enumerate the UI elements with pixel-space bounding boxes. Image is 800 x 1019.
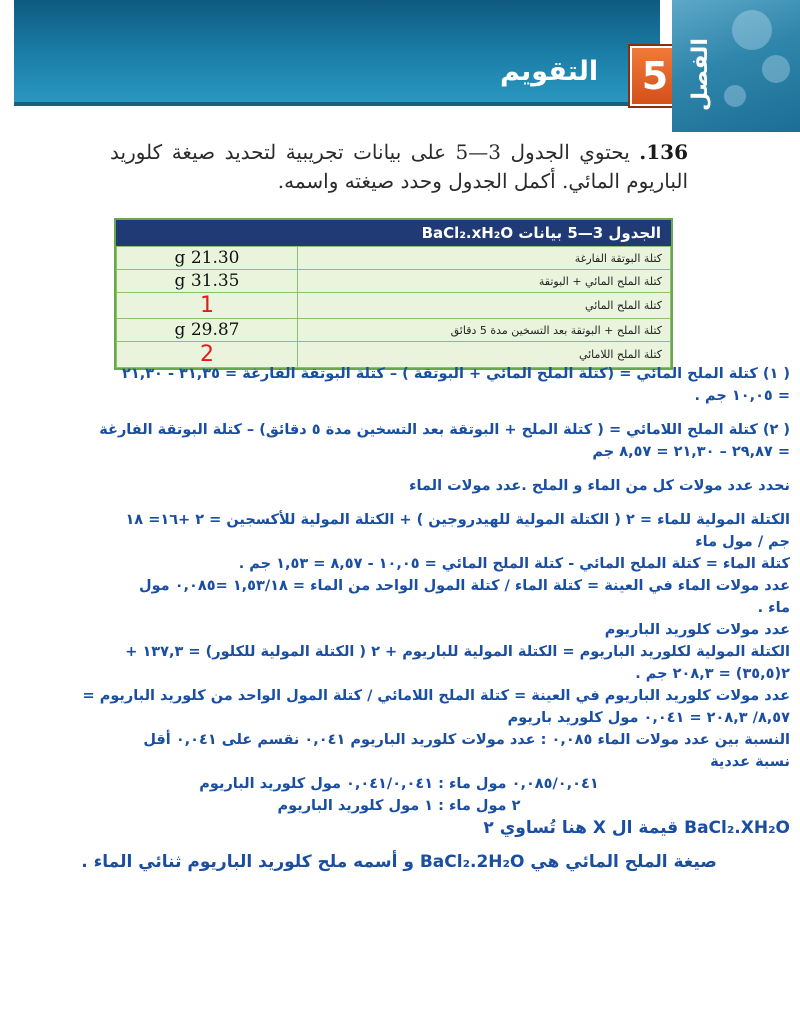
answer-line: الكتلة المولية لكلوريد الباريوم = الكتلة المولية للباريوم + ٢ ( الكتلة المولية للكلور) = ١٣٧,٣ + bbox=[125, 644, 790, 660]
answer-line: ماء . bbox=[757, 600, 790, 616]
header-underline bbox=[14, 102, 660, 106]
answer-line: النسبة بين عدد مولات الماء ٠,٠٨٥ : عدد مولات كلوريد الباريوم ٠,٠٤١ نقسم على ٠,٠٤١ أقل bbox=[143, 732, 790, 748]
handwritten-note: 1 bbox=[117, 293, 298, 319]
question-body: يحتوي الجدول 3—5 على بيانات تجريبية لتحديد صيغة كلوريد الباريوم المائي. أكمل الجدول وحدد صيغته واسمه. bbox=[110, 140, 688, 193]
answer-line: = ١٠,٠٥ جم . bbox=[694, 388, 790, 404]
answer-line: ( ١) كتلة الملح المائي = (كتلة الملح المائي + البوتقة ) – كتلة البوتقة الفارغة = ٣١,٣٥ - ٢١,٣٠ bbox=[122, 366, 790, 382]
answer-line: كتلة الماء = كتلة الملح المائي - كتلة الملح المائي = ١٠,٠٥ - ٨,٥٧ = ١,٥٣ جم . bbox=[238, 556, 790, 572]
section-title: التقويم bbox=[500, 56, 599, 87]
answer-line: عدد مولات الماء في العينة = كتلة الماء / كتلة المول الواحد من الماء = ١,٥٣/١٨ =٠,٠٨٥ مول bbox=[138, 578, 790, 594]
chapter-number-badge: 5 bbox=[630, 46, 680, 106]
table-row-value: 21.30 g bbox=[117, 247, 298, 270]
molecule-decoration bbox=[732, 10, 772, 50]
table-row-label: كتلة الملح المائي + البوتقة bbox=[298, 270, 671, 293]
answer-line: ٢ مول ماء : ١ مول كلوريد الباريوم bbox=[277, 798, 521, 814]
answer-line: ٨,٥٧/ ٢٠٨,٣ = ٠,٠٤١ مول كلوريد باريوم bbox=[507, 710, 790, 726]
table-row bbox=[117, 247, 671, 270]
table-row-label: كتلة الملح اللامائي bbox=[298, 342, 671, 368]
answer-line: الكتلة المولية للماء = ٢ ( الكتلة المولية للهيدروجين ) + الكتلة المولية للأكسجين = ٢ +١٦= ١٨ bbox=[125, 512, 790, 528]
table-row-label: كتلة البوتقة الفارغة bbox=[298, 247, 671, 270]
answer-line: جم / مول ماء bbox=[695, 534, 790, 550]
table-title: الجدول 3—5 بيانات BaCl₂.xH₂O bbox=[116, 220, 671, 246]
table-row-value: 31.35 g bbox=[117, 270, 298, 293]
answer-block bbox=[8, 363, 790, 873]
chapter-side-label: الفصل bbox=[688, 38, 713, 112]
question-text-block bbox=[110, 138, 688, 196]
answer-line: ٢(٣٥,٥) = ٢٠٨,٣ جم . bbox=[635, 666, 790, 682]
table-row-value: 29.87 g bbox=[117, 319, 298, 342]
data-table bbox=[114, 218, 673, 370]
question-number: 136. bbox=[639, 140, 688, 164]
table-row-label: كتلة الملح المائي bbox=[298, 293, 671, 319]
final-answer-line: صيغة الملح المائي هي BaCl₂.2H₂O و أسمه ملح كلوريد الباريوم ثنائي الماء . bbox=[81, 852, 717, 872]
answer-line: نسبة عددية bbox=[710, 754, 790, 770]
answer-line: عدد مولات كلوريد الباريوم bbox=[604, 622, 790, 638]
answer-line: نحدد عدد مولات كل من الماء و الملح .عدد مولات الماء bbox=[409, 478, 790, 494]
answer-line: ( ٢) كتلة الملح اللامائي = ( كتلة الملح + البوتقة بعد التسخين مدة ٥ دقائق) – كتلة البوتقة الفارغة bbox=[99, 422, 790, 438]
table-row bbox=[117, 270, 671, 293]
molecule-decoration bbox=[762, 55, 790, 83]
handwritten-note: 2 bbox=[117, 342, 298, 368]
formula-line: BaCl₂.XH₂O قيمة ال X هنا تُساوي ٢ bbox=[483, 818, 790, 838]
table-row bbox=[117, 293, 671, 319]
answer-line: عدد مولات كلوريد الباريوم في العينة = كتلة الملح اللامائي / كتلة المول الواحد من كلوريد الباريوم = bbox=[82, 688, 790, 704]
answer-line: ٠,٠٨٥/٠,٠٤١ مول ماء : ٠,٠٤١/٠,٠٤١ مول كلوريد الباريوم bbox=[199, 776, 599, 792]
table-row bbox=[117, 319, 671, 342]
table-row-label: كتلة الملح + البوتقة بعد التسخين مدة 5 دقائق bbox=[298, 319, 671, 342]
answer-line: = ٢٩,٨٧ – ٢١,٣٠ = ٨,٥٧ جم bbox=[592, 444, 790, 460]
